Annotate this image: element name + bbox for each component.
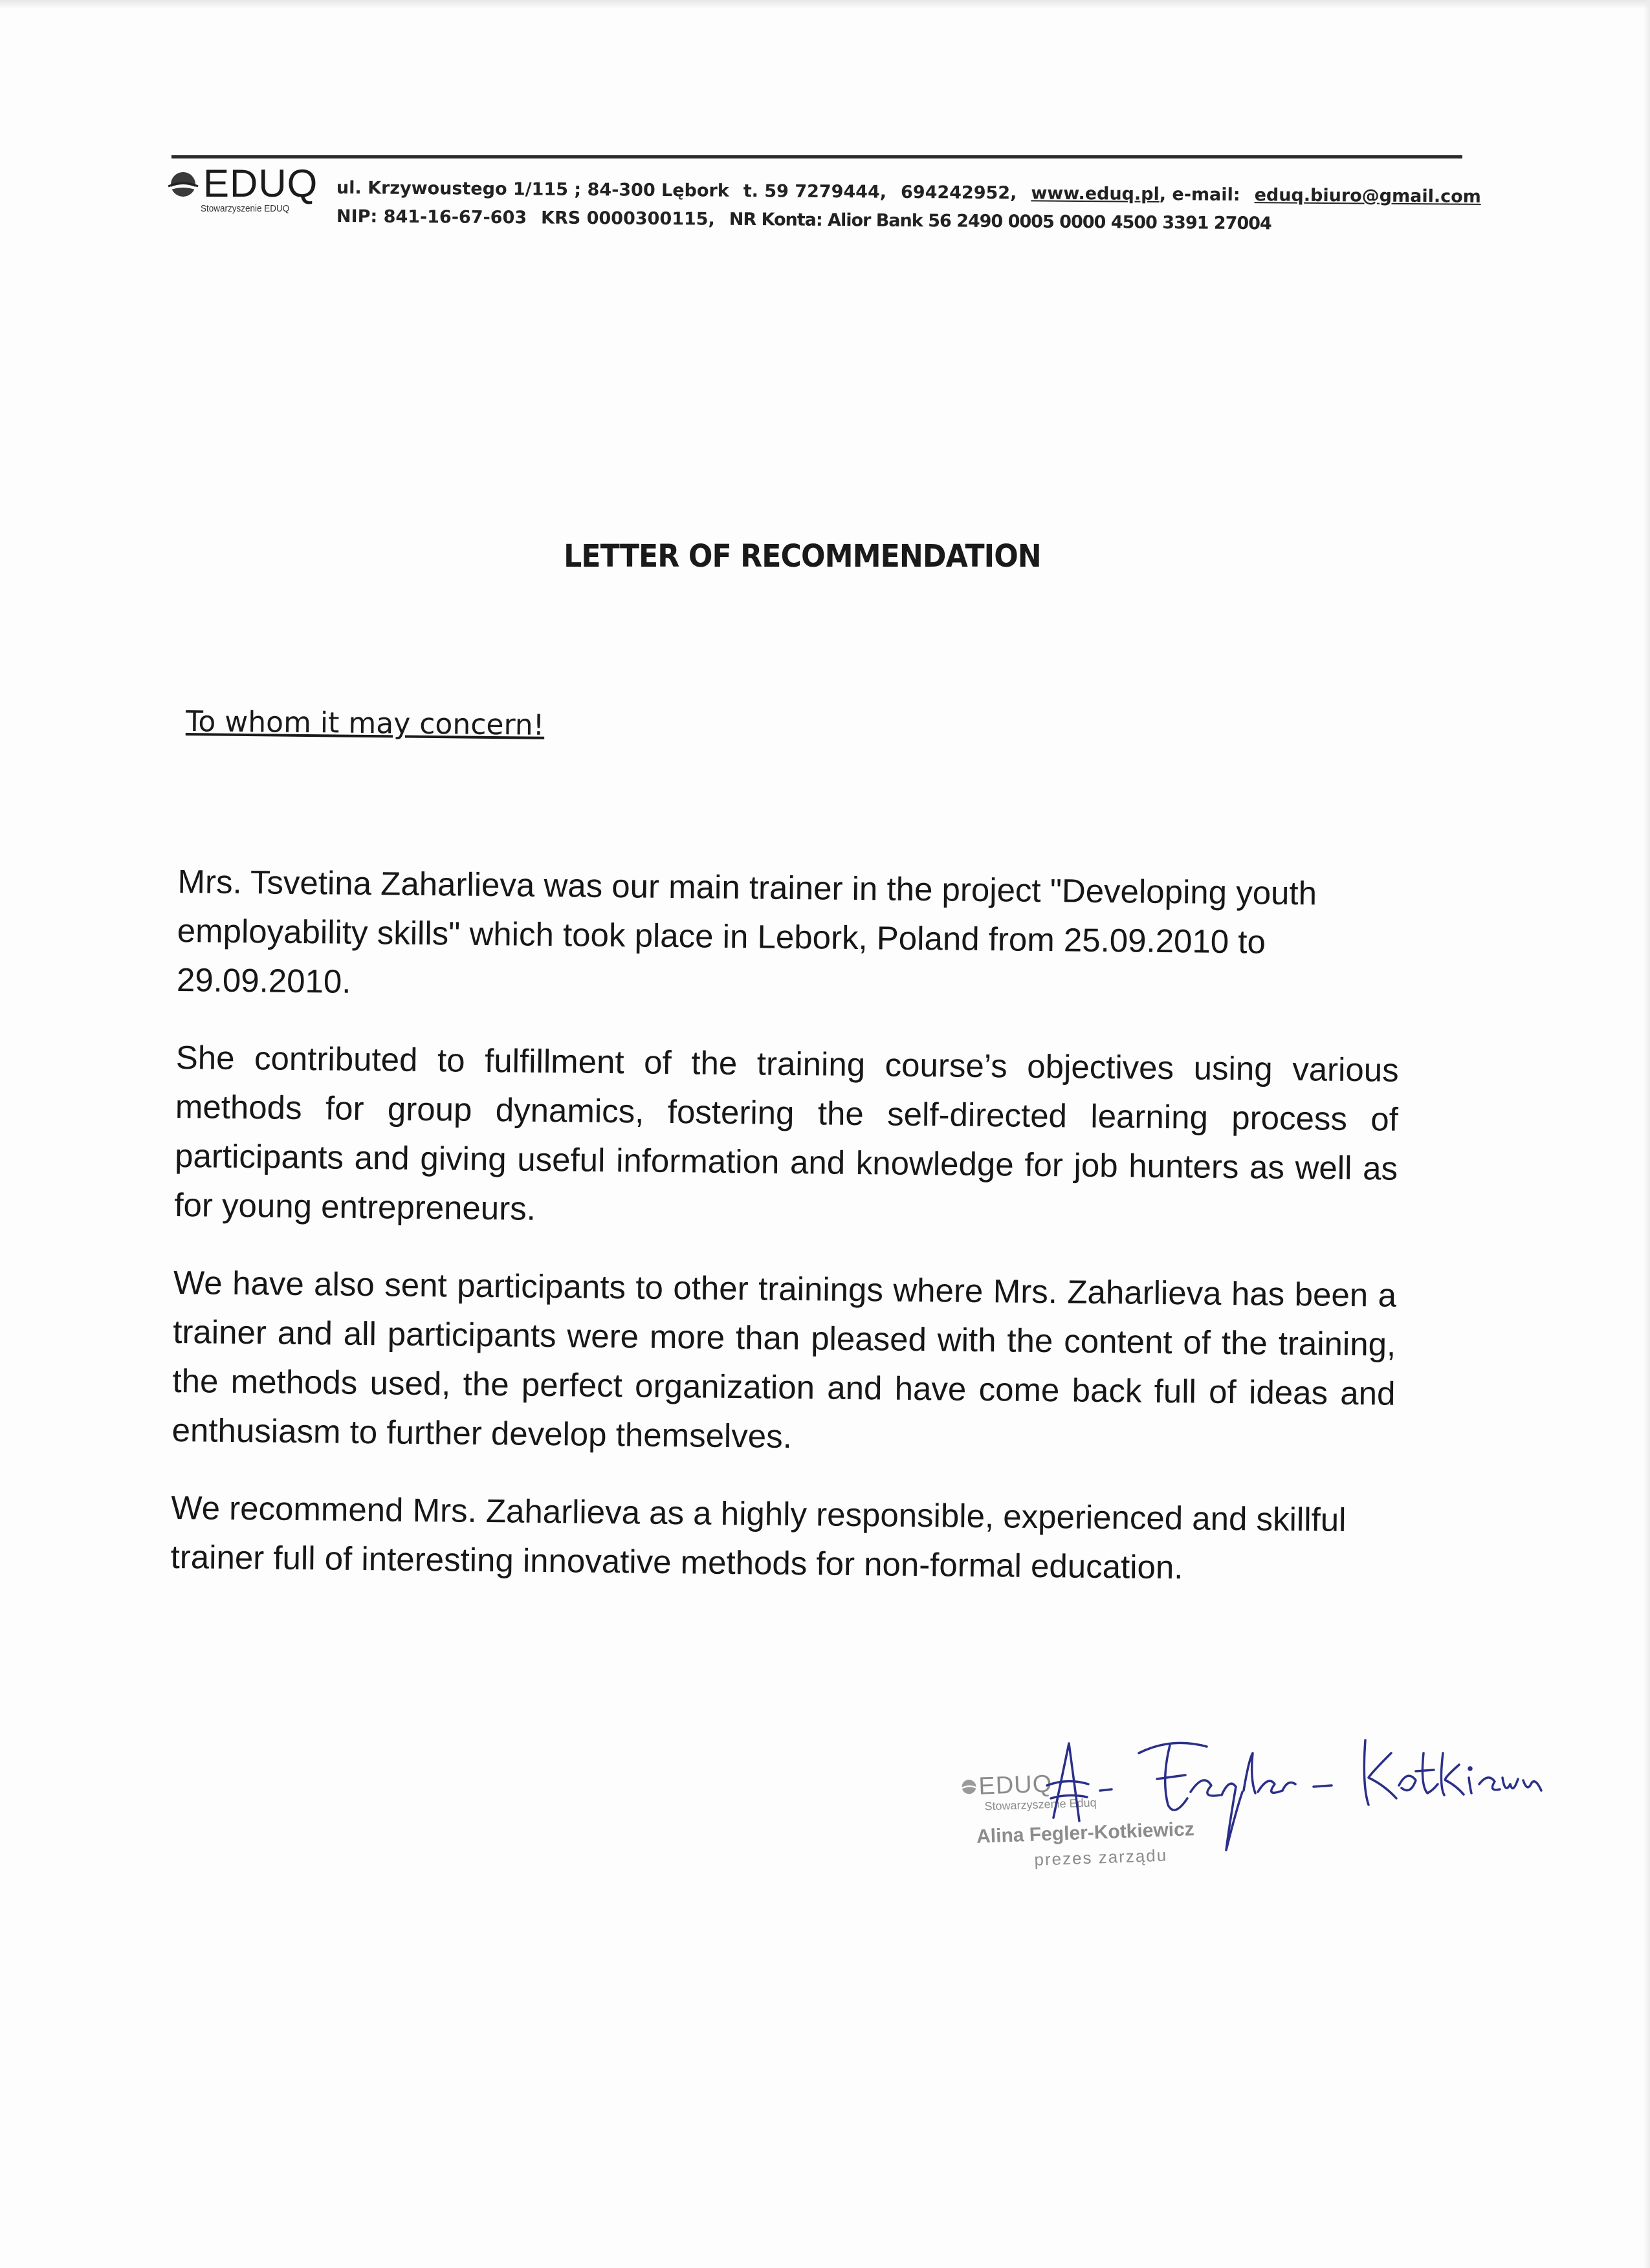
logo-wordmark: EDUQ [203, 162, 318, 205]
eduq-logo [167, 163, 322, 221]
letterhead-mobile: 694242952, [900, 182, 1017, 204]
letterhead-nip: NIP: 841-16-67-603 [336, 206, 527, 228]
paragraph-1: Mrs. Tsvetina Zaharlieva was our main trainer in the project "Developing youth employability skills" which took place in Lebork, Poland from 25.09.2010 to 29.09.2010. [176, 862, 1317, 1000]
letterhead-phone: t. 59 7279444, [743, 180, 887, 202]
letter-body [170, 857, 1401, 1623]
scan-shadow-top [0, 0, 1650, 9]
letterhead-krs: KRS 0000300115, [540, 208, 715, 230]
letterhead-bank: NR Konta: Alior Bank 56 2490 0005 0000 4500 3391 27004 [729, 209, 1271, 234]
letterhead-line-2 [336, 198, 1462, 245]
logo-subtitle: Stowarzyszenie EDUQ [201, 203, 290, 214]
letterhead-email[interactable]: eduq.biuro@gmail.com [1254, 185, 1481, 207]
scan-shadow-right [1644, 0, 1650, 2268]
stamp-organization: Stowarzyszenie Eduq [984, 1796, 1097, 1813]
handwritten-signature [1042, 1708, 1553, 1857]
letterhead-email-label: , e-mail: [1159, 184, 1240, 205]
stamp-role: prezes zarządu [1033, 1845, 1168, 1870]
paragraph-4: We recommend Mrs. Zaharlieva as a highly responsible, experienced and skillful trainer full of interesting innovative methods for non-formal education. [170, 1488, 1347, 1586]
letterhead-website[interactable]: www.eduq.pl [1031, 183, 1160, 204]
stamp-person-name: Alina Fegler-Kotkiewicz [976, 1818, 1195, 1848]
eduq-globe-icon [167, 168, 199, 201]
paragraph-2: She contributed to fulfillment of the training course’s objectives using various methods for group dynamics, fostering the self-directed learning process of participants and giving useful information and knowledge for job hunters as well as for young entrepreneurs. [174, 1038, 1399, 1227]
letterhead-contact [336, 169, 1481, 235]
letterhead-rule [171, 155, 1462, 158]
paragraph-3: We have also sent participants to other trainings where Mrs. Zaharlieva has been a trainer and all participants were more than pleased with the content of the training, the methods used, the perfect organization and have come back full of ideas and enthusiasm to further develop themselves. [171, 1263, 1397, 1455]
salutation: To whom it may concern! [185, 705, 545, 742]
letterhead-address: ul. Krzywoustego 1/115 ; 84-300 Lębork [336, 178, 729, 201]
stamp-logo-text: EDUQ [978, 1770, 1053, 1800]
letter-title: LETTER OF RECOMMENDATION [564, 538, 1041, 574]
stamp-globe-icon [960, 1778, 978, 1796]
